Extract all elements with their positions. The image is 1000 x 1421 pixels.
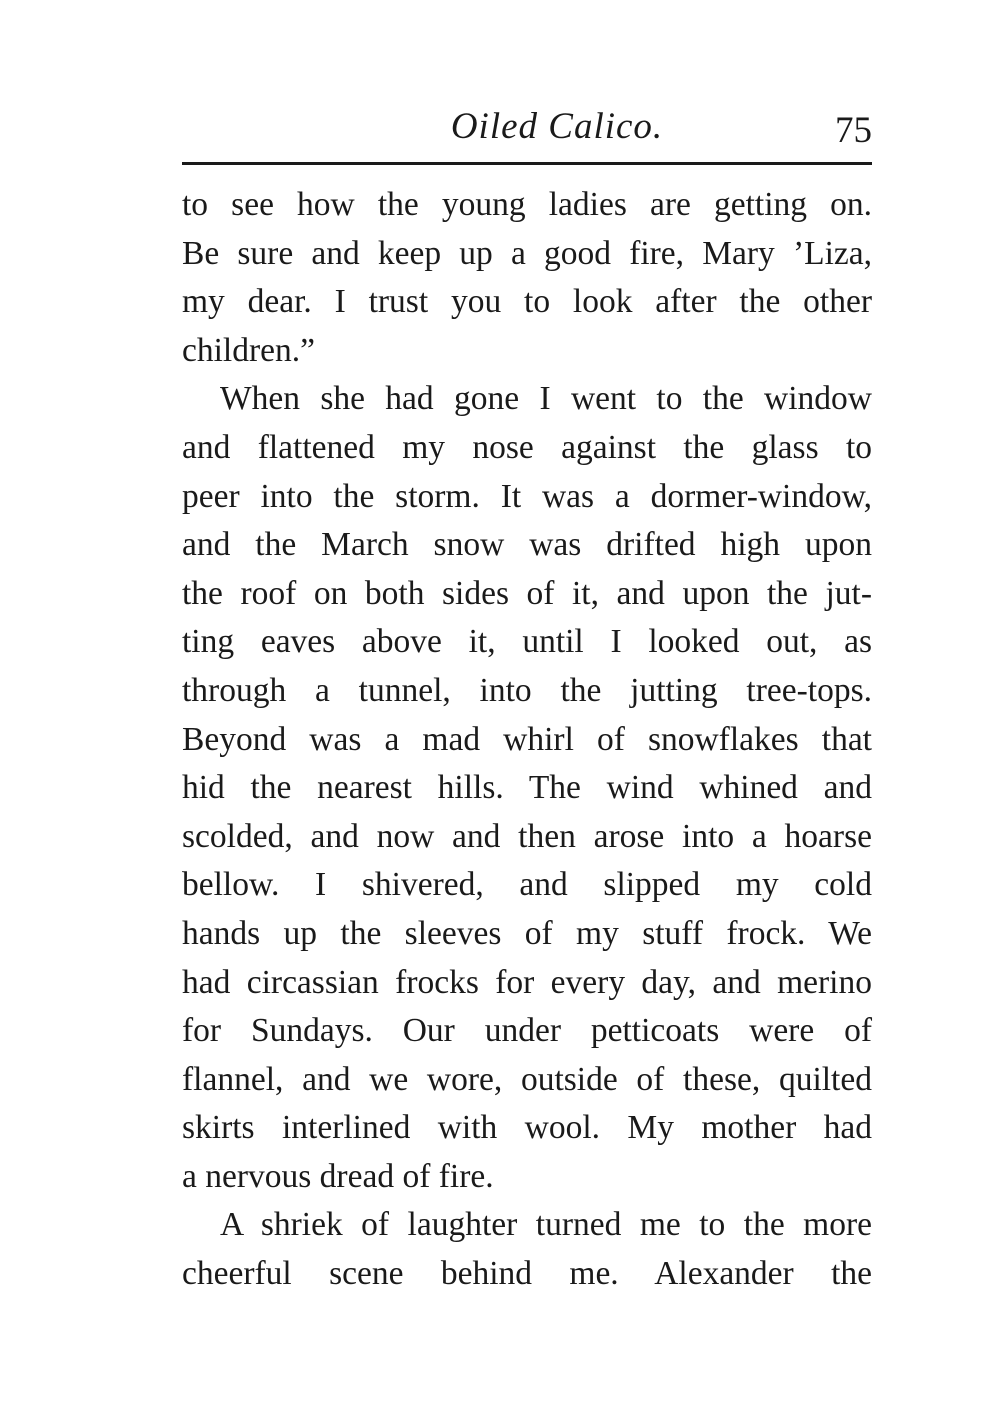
text-line: had circassian frocks for every day, and merino [182, 963, 872, 1001]
text-line: hid the nearest hills. The wind whined and [182, 769, 872, 807]
text-line: hands up the sleeves of my stuff frock. We [182, 914, 872, 952]
text-line: scolded, and now and then arose into a hoarse [182, 817, 872, 855]
text-line: skirts interlined with wool. My mother had [182, 1109, 872, 1147]
header-rule [182, 162, 872, 165]
body-text [182, 181, 872, 1299]
text-line: A shriek of laughter turned me to the more [220, 1206, 872, 1244]
text-line: peer into the storm. It was a dormer-window, [182, 477, 872, 515]
text-line: for Sundays. Our under petticoats were of [182, 1012, 872, 1050]
page-number: 75 [835, 110, 872, 151]
text-line: a nervous dread of fire. [182, 1157, 494, 1195]
text-line: the roof on both sides of it, and upon the jut- [182, 574, 872, 612]
paragraph [182, 181, 872, 375]
text-line: to see how the young ladies are getting on. [182, 186, 872, 223]
text-line: through a tunnel, into the jutting tree-tops. [182, 671, 872, 709]
paragraph [182, 375, 872, 1201]
text-line: and the March snow was drifted high upon [182, 526, 872, 564]
text-line: ting eaves above it, until I looked out, as [182, 623, 872, 661]
text-line: Beyond was a mad whirl of snowflakes that [182, 720, 872, 758]
text-line: my dear. I trust you to look after the other [182, 283, 872, 321]
running-title: Oiled Calico. [450, 106, 664, 147]
text-line: children.” [182, 331, 316, 369]
text-line: cheerful scene behind me. Alexander the [182, 1255, 872, 1293]
running-head [182, 102, 872, 152]
text-line: flannel, and we wore, outside of these, quilted [182, 1060, 872, 1098]
text-line: Be sure and keep up a good fire, Mary ’Liza, [182, 234, 872, 272]
text-line: When she had gone I went to the window [220, 380, 872, 418]
text-line: bellow. I shivered, and slipped my cold [182, 866, 872, 904]
paragraph [182, 1201, 872, 1298]
text-line: and flattened my nose against the glass to [182, 428, 872, 466]
